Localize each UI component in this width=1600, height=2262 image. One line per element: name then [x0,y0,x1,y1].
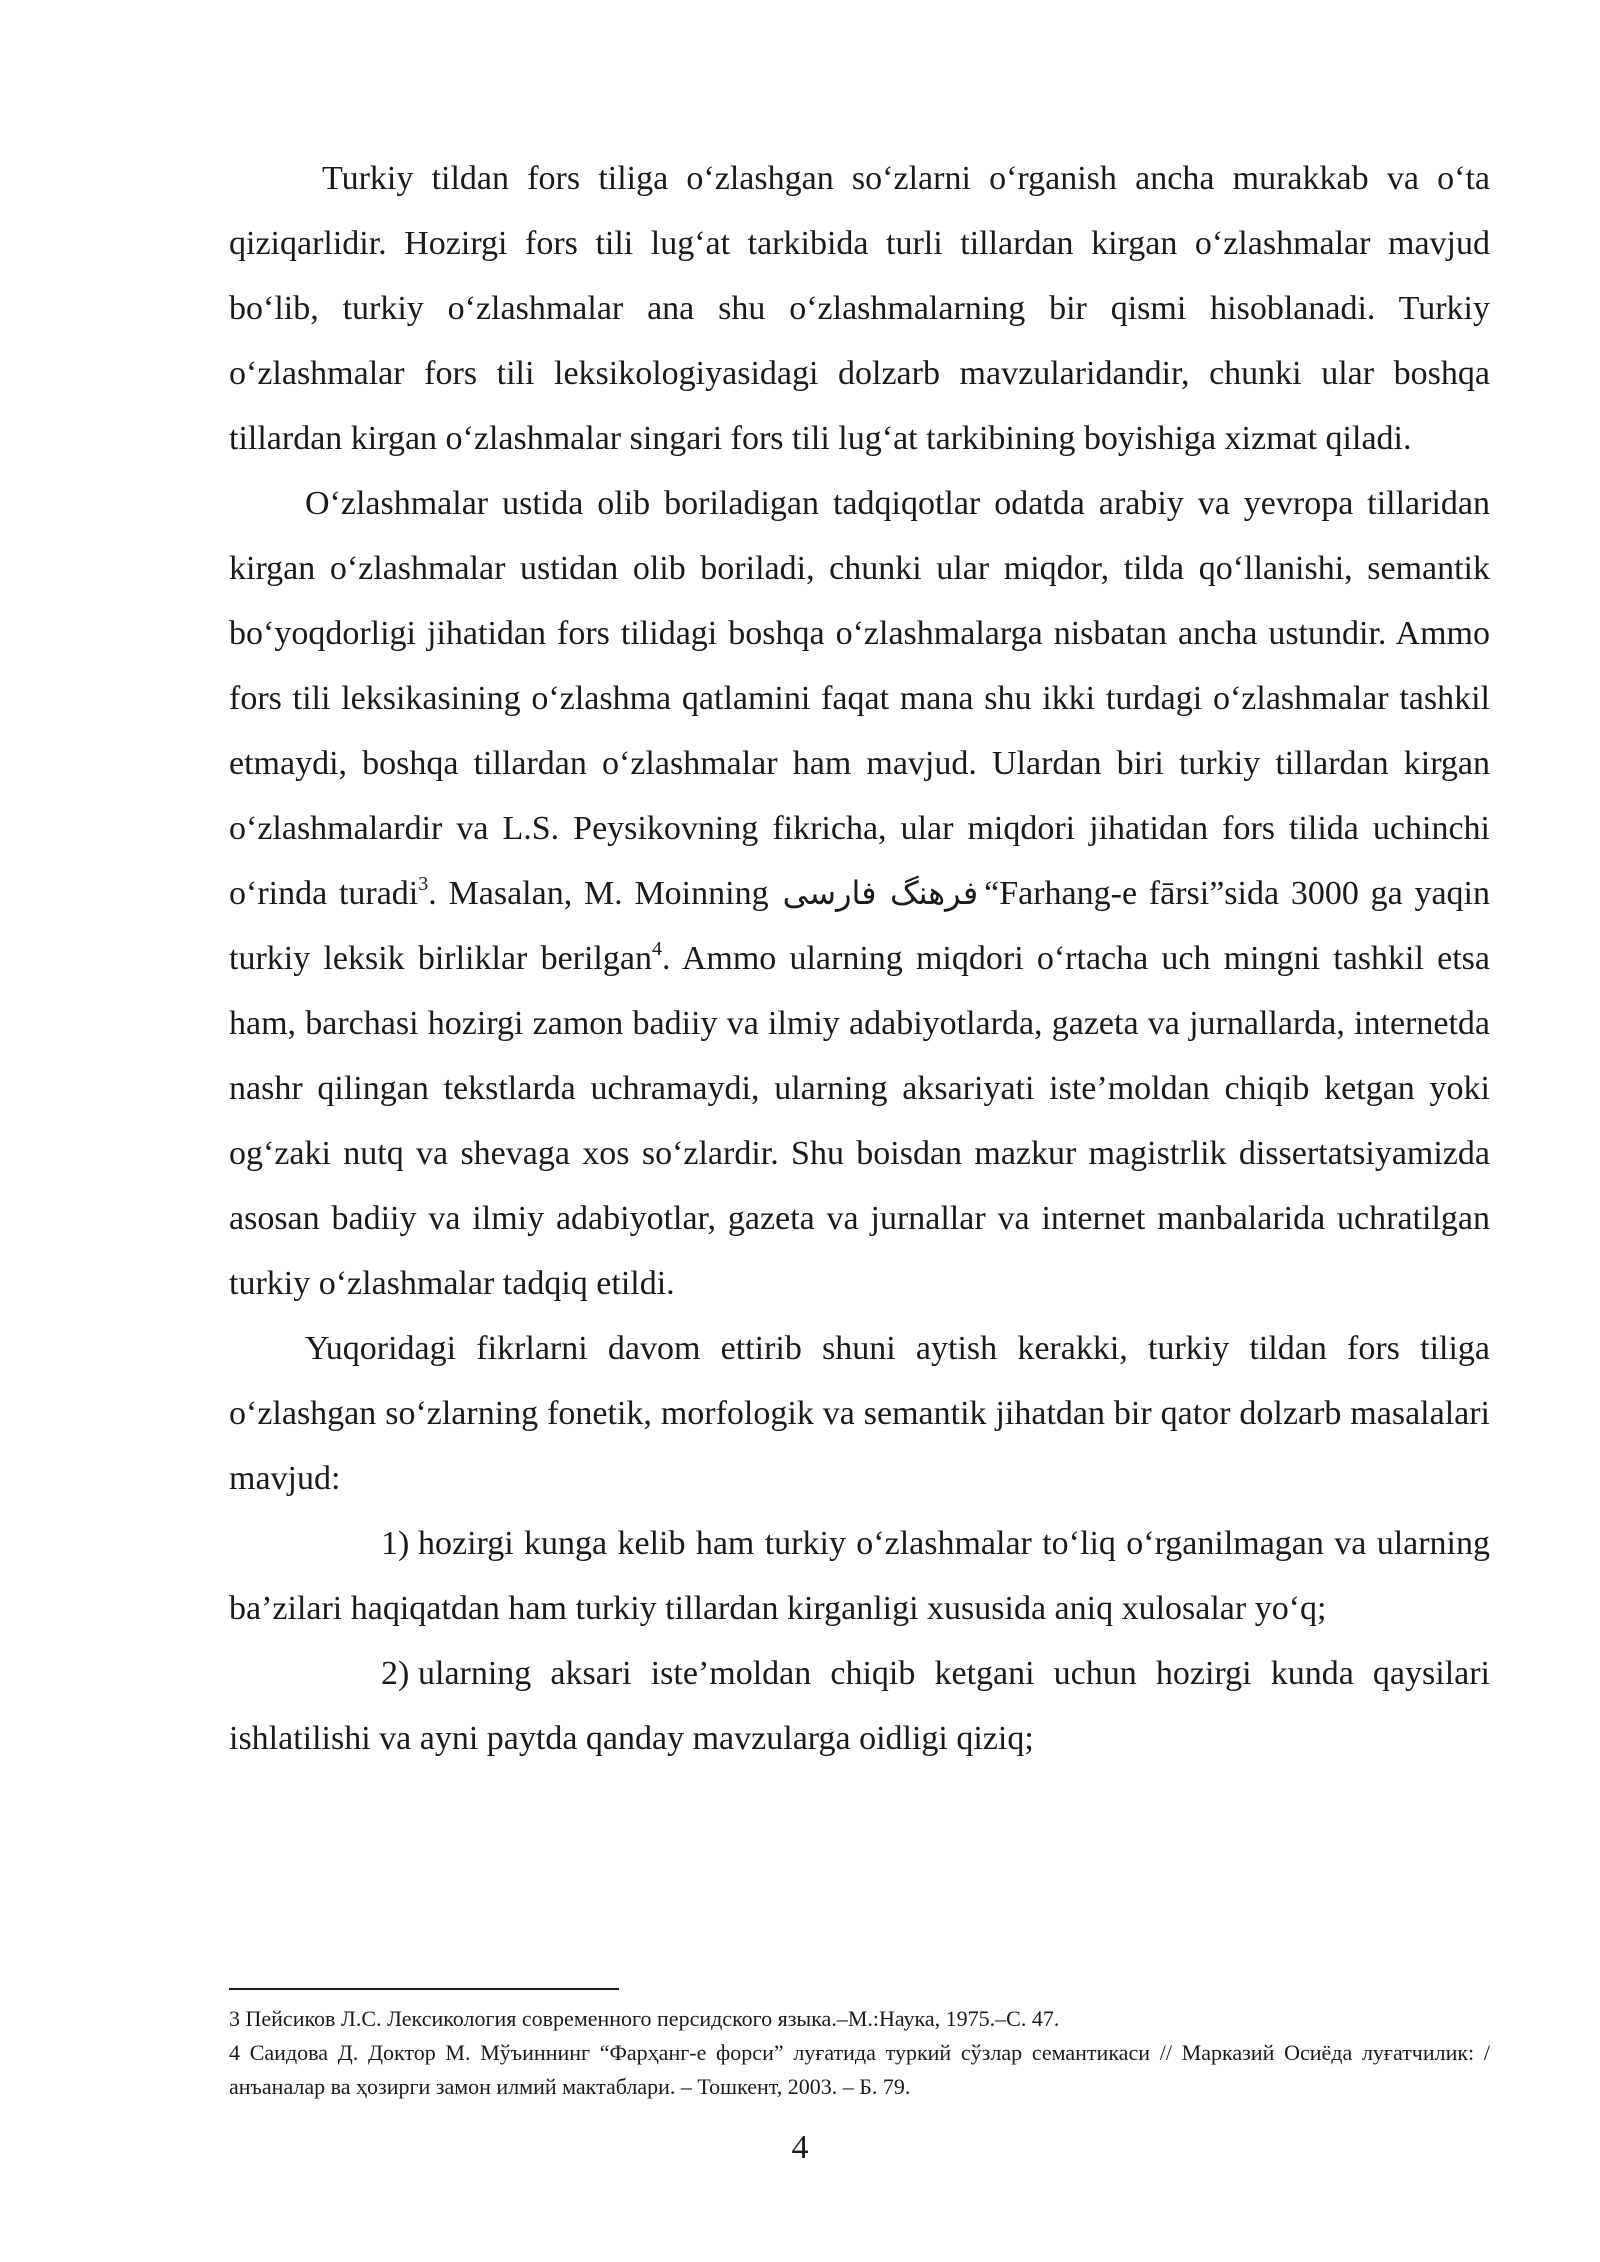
paragraph-2-part-2: . Masalan, M. Moinning [428,875,769,912]
footnote-4: 4 Саидова Д. Доктор М. Мўъиннинг “Фарҳанг-е форси” луғатида туркий сўзлар семантикаси // Марказий Осиёда луғатчилик: / анъаналар ва ҳозирги замон илмий мактаблари. – Тошкент, 2003. – Б. 79. [229,2040,1490,2099]
list-item [229,1511,1490,1641]
paragraph-1: Turkiy tildan fors tiliga o‘zlashgan so‘zlarni o‘rganish ancha murakkab va o‘ta qiziqarlidir. Hozirgi fors tili lug‘at tarkibida turli tillardan kirgan o‘zlashmalar mavjud bo‘lib, turkiy o‘zlashmalar ana shu o‘zlashmalarning bir qismi hisoblanadi. Turkiy o‘zlashmalar fors tili leksikologiyasidagi dolzarb mavzularidandir, chunki ular boshqa tillardan kirgan o‘zlashmalar singari fors tili lug‘at tarkibining boyishiga xizmat qiladi. [229,160,1490,457]
paragraph-2-part-3: “Farhang-e fārsi”sida 3000 ga yaqin turkiy leksik birliklar berilgan [229,875,1490,977]
paragraph-2-part-4: . Ammo ularning miqdori o‘rtacha uch mingni tashkil etsa ham, barchasi hozirgi zamon badiiy va ilmiy adabiyotlarda, gazeta va jurnallarda, internetda nashr qilingan tekstlarda uchramaydi, ularning aksariyati iste’moldan chiqib ketgan yoki og‘zaki nutq va shevaga xos so‘zlardir. Shu boisdan mazkur magistrlik dissertatsiyamizda asosan badiiy va ilmiy adabiyotlar, gazeta va jurnallar va internet manbalarida uchratilgan turkiy o‘zlashmalar tadqiq etildi. [229,940,1490,1302]
paragraph-2-part-1: O‘zlashmalar ustida olib boriladigan tadqiqotlar odatda arabiy va yevropa tillaridan kirgan o‘zlashmalar ustidan olib boriladi, chunki ular miqdor, tilda qo‘llanishi, semantik bo‘yoqdorligi jihatidan fors tilidagi boshqa o‘zlashmalarga nisbatan ancha ustundir. Ammo fors tili leksikasining o‘zlashma qatlamini faqat mana shu ikki turdagi o‘zlashmalar tashkil etmaydi, boshqa tillardan o‘zlashmalar ham mavjud. Ulardan biri turkiy tillardan kirgan o‘zlashmalardir va L.S. Peysikovning fikricha, ular miqdori jihatidan fors tilida uchinchi o‘rinda turadi [229,485,1490,912]
footnotes [229,2002,1490,2104]
list-item-number: 2) [381,1655,410,1692]
list-item [229,1641,1490,1771]
footnote-3: 3 Пейсиков Л.С. Лексикология современного персидского языка.–М.:Наука, 1975.–С. 47. [229,2006,1060,2031]
footnote-separator [229,1988,619,1990]
footnote-ref-4[interactable]: 4 [651,938,662,960]
list-item-text: ularning aksari iste’moldan chiqib ketgani uchun hozirgi kunda qaysilari ishlatilishi va ayni paytda qanday mavzularga oidligi qiziq; [229,1655,1490,1757]
list-item-number: 1) [381,1525,410,1562]
farsi-dictionary-title: فرهنگ فارسی [782,874,979,912]
main-text [229,146,1490,1771]
page-number: 4 [791,2129,809,2166]
list-item-text: hozirgi kunga kelib ham turkiy o‘zlashmalar to‘liq o‘rganilmagan va ularning ba’zilari haqiqatdan ham turkiy tillardan kirganligi xususida aniq xulosalar yo‘q; [229,1525,1490,1627]
paragraph-2 [229,471,1490,1316]
footnote-ref-3[interactable]: 3 [418,873,429,895]
paragraph-3: Yuqoridagi fikrlarni davom ettirib shuni aytish kerakki, turkiy tildan fors tiliga o‘zlashgan so‘zlarning fonetik, morfologik va semantik jihatdan bir qator dolzarb masalalari mavjud: [229,1330,1490,1497]
